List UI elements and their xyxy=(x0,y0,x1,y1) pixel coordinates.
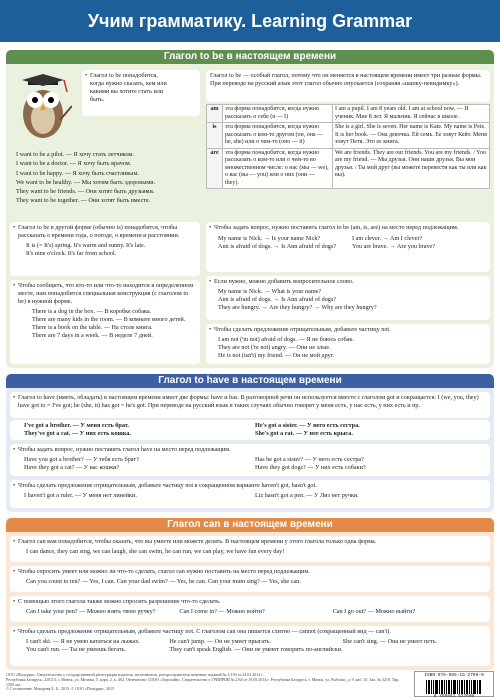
owl-teacher-icon xyxy=(14,70,72,140)
section-title-to-have: Глагол to have в настоящем времени xyxy=(6,374,494,388)
to-have-negative-box: • Чтобы сделать предложение отрицательным, добавьте частицу not в сокращенном варианте haven't got, hasn't got. I haven't got a ruler. — У меня нет линейки. Liz hasn't got a pen. — У Лиз нет ручки. xyxy=(10,480,490,508)
there-is-box: • Чтобы сообщить, что кто-то или что-то находится в определенном месте, нам понадобится специальная конструкция (с глаголом to be) в нужной форме. There is a dog in the box. — В коробке собака. There are many kids in the room. — В комнате много детей. There is a book on the table. — На столе книга. There are 7 days in a week. — В неделе 7 дней. xyxy=(10,280,200,364)
can-question-box: • Чтобы спросить умеет или можно ли что-то сделать, глагол can нужно поставить на место перед подлежащим. Can you count to ten? — Yes, I can. Can your dad swim? — Yes, he can. Can your mum sing? — Yes, she can. xyxy=(10,566,490,592)
section-can xyxy=(6,518,494,670)
page-title: Учим грамматику. Learning Grammar xyxy=(0,0,500,42)
table-row: am эта форма понадобится, когда нужно рассказать о себе (я — I) I am a pupil. I am 8 years old. I am at school now. — Я ученик. Мне 8 лет. Я мальчик. Я сейчас в школе. xyxy=(207,105,490,123)
section-to-be xyxy=(6,50,494,368)
isbn-barcode: ISBN 978-985-15-2769-0 9 789851 527690 xyxy=(414,671,494,697)
can-intro-box: • Глагол can вам понадобится, чтобы сказать, что вы умеете или можете делать. В настоящем времени у этого глагола только одна форма. I can dance, they can sing, we can laugh, she can swim, he can run, we can play, we have fun every day! xyxy=(10,536,490,562)
to-be-special-box: Глагол to be — особый глагол, потому что он меняется в настоящем времени имеет три разные формы. При переводе на русский язык этот глагол обычно опускается (сохраняя «шапку-невидимку»). xyxy=(206,70,490,102)
to-be-intro-text: • Глагол to be понадобится, когда нужно сказать, кем или какими вы хотите стать или быть. xyxy=(86,72,196,104)
table-row: is эта форма понадобится, когда нужно рассказать о ком-то другом (он, она — he, she) или о чем-то (оно — it) She is a girl. She is seven. Her name is Kate. My name is Pete. It is her book. — Она девочка. Ей семь. Ее зовут Кейт. Меня зовут Петя. Это ее книга. xyxy=(207,123,490,149)
to-be-intro-box xyxy=(82,70,200,116)
section-title-to-be: Глагол to be в настоящем времени xyxy=(6,50,494,64)
publisher-footer: ООО «Попурри». Свидетельство о государственной регистрации издателя, изготовителя, распространителя печатных изданий № 1/150 от 24.01.2014 г. Республика Беларусь, 220113, г. Минск, ул. Мележа, 5, корп. 2, к. 402. Отпечатано: СООО «Зоролайн». Свидетельство о ГРИИРПИ № 2/64 от 19.05.2014 г. Республика Беларусь, г. Минск, ул. Рыбалко, д. 9, каб. 35. Зак. № 3218. Тир. 1500 экз. © Составление. Макарова Е. Б., 2015. © ООО «Попурри», 2015 xyxy=(6,672,400,692)
to-be-question-box: • Чтобы задать вопрос, нужно поставить глагол to be (am, is, are) на место перед подлежащим. My name is Nick. → Is your name Nick? Ann is afraid of dogs. → Is Ann afraid of dogs? I am clever. → Am I clever? You are brave. → Are you brave? xyxy=(206,222,490,272)
section-title-can: Глагол can в настоящем времени xyxy=(6,518,494,532)
to-be-forms-table xyxy=(206,104,490,189)
can-permission-box: • С помощью этого глагола также можно спросить разрешение что-то сделать. Can I take your pen? — Можно взять твою ручку? Can I come in? — Можно войти? Can I go out? — Можно выйти? xyxy=(10,596,490,622)
section-to-have xyxy=(6,374,494,512)
barcode-icon xyxy=(415,680,493,694)
to-have-question-box: • Чтобы задать вопрос, нужно поставить глагол have на место перед подлежащим. Have you got a brother? — У тебя есть брат? Have they got a cat? — У вас кошки? Has he got a sister? — У него есть сестра? Have they got dogs? — У них есть собаки? xyxy=(10,444,490,476)
can-negative-box: • Чтобы сделать предложение отрицательным, добавьте частицу not. С глаголом can она пишется слитно — cannot (сокращенный вид — can't). I can't ski. — Я не умею кататься на лыжах. You can't run. — Ты не умеешь бегать. He can't jump. — Он не умеет прыгать. They can't speak English. — Они не умеют говорить по-английски. She can't sing. — Она не умеет петь. xyxy=(10,626,490,666)
to-have-examples: I've got a brother. — У меня есть брат. They've got a cat. — У них есть кошка. He's got a sister. — У него есть сестра. She's got a rat. — У нее есть крыса. xyxy=(10,420,490,440)
to-be-negative-box: • Чтобы сделать предложение отрицательным, добавьте частицу not. I am not ('m not) afraid of dogs. — Я не боюсь собак. They are not ('re not) angry. — Они не злые. He is not (isn't) my friend. — Он не мой друг. xyxy=(206,324,490,364)
to-be-wh-question-box: • Если нужно, можно добавить вопросительное слово. My name is Nick. → What is your name? Ann is afraid of dogs. → Is Ann afraid of dogs? They are hungry. → Are they hungry? → Why are they hungry? xyxy=(206,276,490,320)
table-row: are эта форма понадобится, когда нужно рассказать о ком-то или о чем-то во множественном числе: о нас (мы — we), о вас (вы — you) или о них (они — they). We are friends. They are our friends. You are my friends. / You are my friend. — Мы друзья. Они наши друзья. Вы мои друзья. / Ты мой друг (вы можете перевести как ты или как вы). xyxy=(207,148,490,189)
weather-time-box: • Глагол to be в другой форме (обычно is) понадобится, чтобы рассказать о времени года, о погоде, о времени и расстоянии. It is (= It's) spring. It's warm and sunny. It's late. It's nine o'clock. It's far from school. xyxy=(10,222,200,276)
to-have-intro-box: • Глагол to have (иметь, обладать) в настоящем времени имеет две формы: have и has. В разговорной речи он используется вместе с глаголом got и сокращается: I (we, you, they) have got to = I've got; he (she, it) has got = he's got. При переводе на русский язык в таких случаях обычно говорят у меня есть, у нас есть, у них есть и пр. xyxy=(10,392,490,418)
want-to-be-examples: I want to be a pilot. — Я хочу стать летчиком. I want to be a doctor. — Я хочу быть врачом. I want to be happy. — Я хочу быть счастливым. We want to be healthy. — Мы хотим быть здоровыми. They want to be friends. — Они хотят быть друзьями. They want to be together. — Они хотят быть вместе. xyxy=(16,151,156,205)
